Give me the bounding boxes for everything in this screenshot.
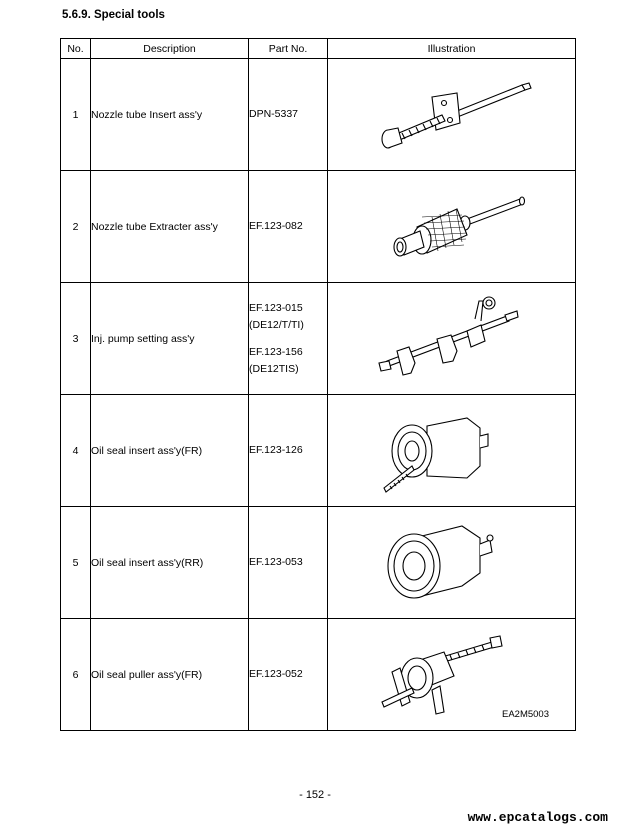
header-illustration: Illustration xyxy=(328,39,576,59)
watermark: www.epcatalogs.com xyxy=(467,810,608,825)
header-description: Description xyxy=(91,39,249,59)
table-row xyxy=(61,507,576,619)
part-no-note: (DE12/T/TI) xyxy=(249,318,304,331)
row-description: Oil seal insert ass'y(FR) xyxy=(91,395,249,507)
part-no-text: EF.123-126 xyxy=(249,444,303,456)
table-row xyxy=(61,59,576,171)
table-row xyxy=(61,395,576,507)
table-row xyxy=(61,283,576,395)
pump-setting-icon xyxy=(367,291,537,387)
part-no-text: EF.123-052 xyxy=(249,668,303,680)
part-no-text: EF.123-082 xyxy=(249,220,303,232)
nozzle-tube-insert-icon xyxy=(372,75,532,155)
row-number: 2 xyxy=(61,171,91,283)
row-part-no xyxy=(249,171,328,283)
row-illustration xyxy=(328,619,576,731)
row-description: Oil seal insert ass'y(RR) xyxy=(91,507,249,619)
section-title: 5.6.9. Special tools xyxy=(62,9,165,21)
oil-seal-insert-rr-icon xyxy=(372,518,532,608)
oil-seal-insert-fr-icon xyxy=(372,406,532,496)
row-illustration xyxy=(328,283,576,395)
row-part-no xyxy=(249,59,328,171)
header-no: No. xyxy=(61,39,91,59)
figure-code: EA2M5003 xyxy=(501,709,549,720)
table-row xyxy=(61,171,576,283)
row-part-no xyxy=(249,507,328,619)
row-illustration xyxy=(328,507,576,619)
row-description: Inj. pump setting ass'y xyxy=(91,283,249,395)
row-number: 3 xyxy=(61,283,91,395)
table-header-row xyxy=(61,39,576,59)
part-no-text: EF.123-156 xyxy=(249,345,303,358)
row-number: 5 xyxy=(61,507,91,619)
row-number: 1 xyxy=(61,59,91,171)
row-description: Oil seal puller ass'y(FR) xyxy=(91,619,249,731)
oil-seal-puller-icon xyxy=(372,632,532,718)
part-no-text: EF.123-053 xyxy=(249,556,303,568)
row-part-no xyxy=(249,619,328,731)
part-no-note: (DE12TIS) xyxy=(249,362,299,375)
table-row xyxy=(61,619,576,731)
special-tools-table xyxy=(60,38,576,731)
part-no-text: EF.123-015 xyxy=(249,301,303,314)
row-number: 6 xyxy=(61,619,91,731)
row-part-no xyxy=(249,395,328,507)
row-part-no xyxy=(249,283,328,395)
page-number: - 152 - xyxy=(299,789,331,801)
row-illustration xyxy=(328,395,576,507)
row-number: 4 xyxy=(61,395,91,507)
part-no-text: DPN-5337 xyxy=(249,108,299,120)
row-illustration xyxy=(328,171,576,283)
row-description: Nozzle tube Insert ass'y xyxy=(91,59,249,171)
nozzle-tube-extracter-icon xyxy=(372,187,532,267)
row-description: Nozzle tube Extracter ass'y xyxy=(91,171,249,283)
row-illustration xyxy=(328,59,576,171)
header-part-no: Part No. xyxy=(249,39,328,59)
